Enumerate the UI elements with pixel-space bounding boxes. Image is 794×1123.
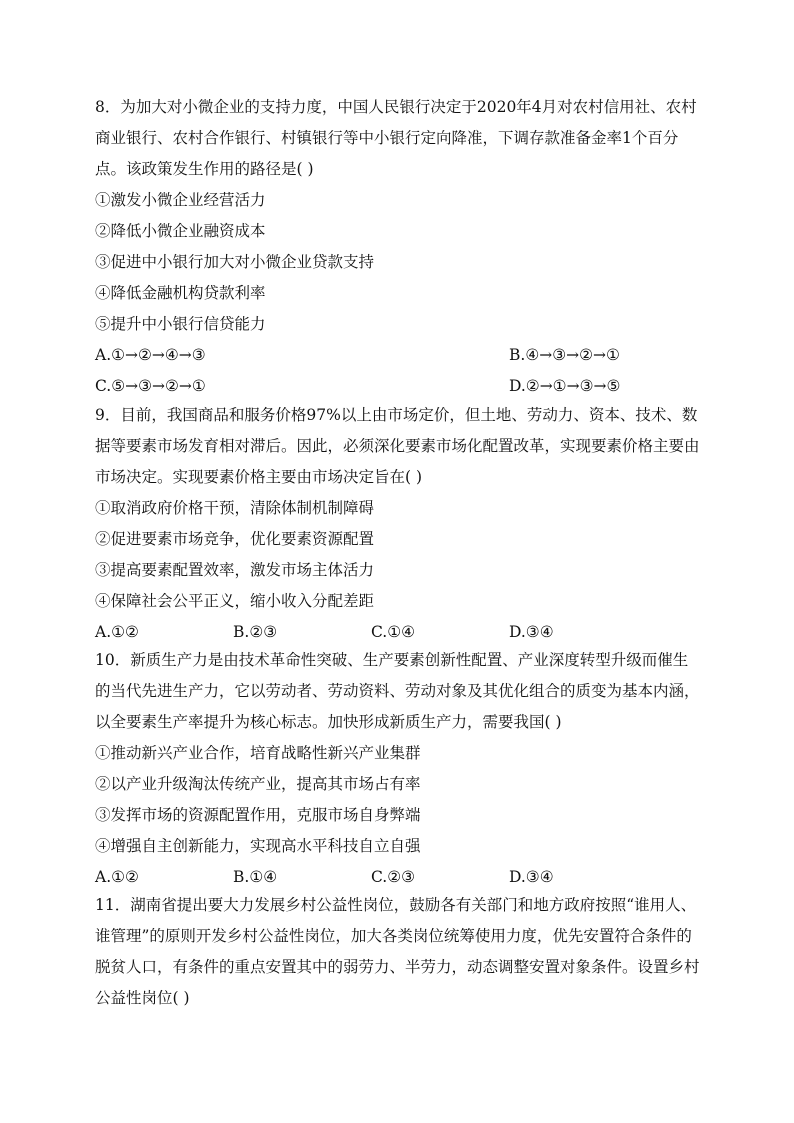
- question-stem: 10．新质生产力是由技术革命性突破、生产要素创新性配置、产业深度转型升级而催生的当代先进生产力，它以劳动者、劳动资料、劳动对象及其优化组合的质变为基本内涵，以全要素生产率提升为核心标志。加快形成新质生产力，需要我国( ): [95, 651, 700, 731]
- statement-item: ④增强自主创新能力，实现高水平科技自立自强: [95, 837, 421, 855]
- option-b: B.①④: [233, 868, 278, 886]
- statement-item: ③提高要素配置效率，激发市场主体活力: [95, 561, 375, 579]
- statement-item: ⑤提升中小银行信贷能力: [95, 315, 266, 333]
- answer-options: [95, 862, 703, 893]
- option-a: A.①②: [95, 623, 139, 641]
- option-b: B.②③: [233, 623, 278, 641]
- statement-item: ③发挥市场的资源配置作用，克服市场自身弊端: [95, 806, 421, 824]
- question-stem: 11．湖南省提出要大力发展乡村公益性岗位，鼓励各有关部门和地方政府按照“谁用人、谁管理”的原则开发乡村公益性岗位，加大各类岗位统筹使用力度，优先安置符合条件的脱贫人口，有条件的重点安置其中的弱劳力、半劳力，动态调整安置对象条件。设置乡村公益性岗位( ): [95, 896, 700, 1007]
- question-10: [95, 645, 703, 893]
- option-b: B.④→③→②→①: [509, 346, 620, 364]
- question-9: [95, 400, 703, 648]
- statement-item: ②以产业升级淘汰传统产业，提高其市场占有率: [95, 775, 421, 793]
- statement-item: ②促进要素市场竞争，优化要素资源配置: [95, 530, 375, 548]
- answer-options: [95, 340, 703, 371]
- question-8: [95, 92, 703, 402]
- statement-item: ①取消政府价格干预，清除体制机制障碍: [95, 499, 375, 517]
- statement-item: ③促进中小银行加大对小微企业贷款支持: [95, 253, 375, 271]
- question-stem: 8．为加大对小微企业的支持力度，中国人民银行决定于2020年4月对农村信用社、农村商业银行、农村合作银行、村镇银行等中小银行定向降准，下调存款准备金率1个百分点。该政策发生作用的路径是( ): [95, 98, 697, 178]
- option-c: C.⑤→③→②→①: [95, 377, 206, 395]
- statement-item: ④降低金融机构贷款利率: [95, 284, 266, 302]
- option-d: D.②→①→③→⑤: [509, 377, 621, 395]
- option-d: D.③④: [509, 623, 554, 641]
- answer-options: [95, 617, 703, 648]
- question-11: [95, 890, 703, 1014]
- statement-item: ①激发小微企业经营活力: [95, 191, 266, 209]
- question-stem: 9．目前，我国商品和服务价格97%以上由市场定价，但土地、劳动力、资本、技术、数据等要素市场发育相对滞后。因此，必须深化要素市场化配置改革，实现要素价格主要由市场决定。实现要素价格主要由市场决定旨在( ): [95, 406, 700, 486]
- option-c: C.①④: [371, 623, 416, 641]
- option-c: C.②③: [371, 868, 416, 886]
- statement-item: ①推动新兴产业合作，培育战略性新兴产业集群: [95, 744, 421, 762]
- answer-options: [95, 371, 703, 402]
- option-d: D.③④: [509, 868, 554, 886]
- option-a: A.①→②→④→③: [95, 346, 206, 364]
- statement-item: ②降低小微企业融资成本: [95, 222, 266, 240]
- option-a: A.①②: [95, 868, 139, 886]
- statement-item: ④保障社会公平正义，缩小收入分配差距: [95, 592, 375, 610]
